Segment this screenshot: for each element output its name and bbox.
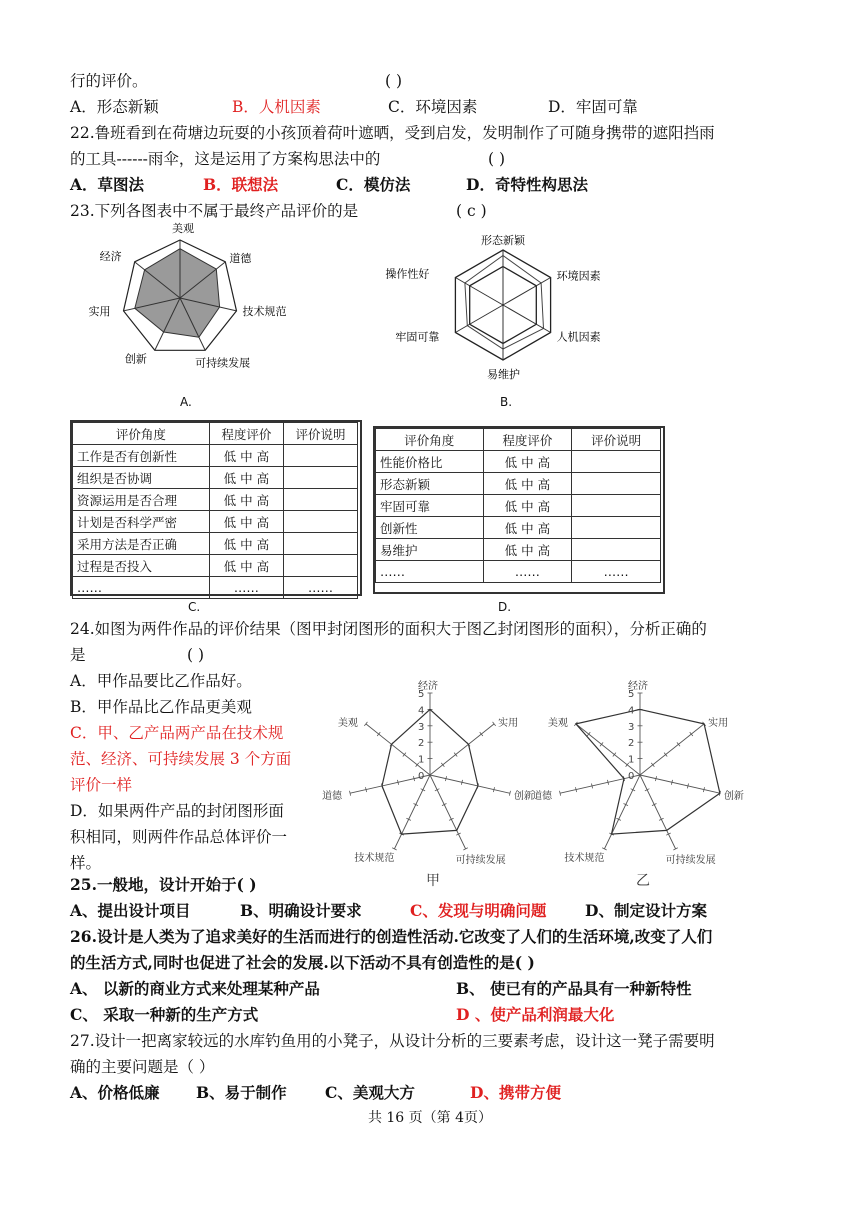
table-c-cell	[283, 511, 357, 533]
radar-tick-label: 1	[418, 754, 425, 766]
radar-b-label: 易维护	[487, 368, 520, 381]
radar-tick-label: 3	[628, 721, 635, 733]
radar-tick	[703, 787, 704, 792]
radar-tick	[591, 784, 592, 789]
table-d	[375, 428, 661, 583]
radar-a-label: 实用	[88, 304, 111, 318]
radar-axis-label: 实用	[498, 717, 519, 729]
q27-line2: 确的主要问题是（ ）	[70, 1058, 215, 1076]
table-d-header: 程度评价	[483, 429, 572, 451]
q24-option-d-line3: 样。	[70, 854, 102, 872]
radar-tick-label: 0	[418, 771, 425, 782]
radar-axis-label: 技术规范	[354, 852, 395, 864]
chart-a-caption: A.	[180, 395, 192, 409]
table-d-row	[376, 495, 661, 517]
table-c-row	[73, 533, 358, 555]
radar-tick-label: 3	[418, 721, 425, 733]
radar-b-label: 牢固可靠	[395, 330, 440, 344]
radar-axis-label: 道德	[322, 791, 343, 803]
radar-tick	[461, 780, 462, 785]
radar-spoke	[640, 775, 720, 793]
table-c-cell: 低 中 高	[209, 533, 283, 555]
radar-b-spoke	[455, 278, 503, 306]
table-c-header: 程度评价	[209, 423, 283, 445]
radar-axis-label: 可持续发展	[455, 854, 506, 866]
q22-option-b: B．联想法	[203, 175, 279, 194]
radar-chart-a	[88, 222, 310, 388]
q22-option-d: D．奇特性构思法	[466, 175, 588, 194]
radar-axis-label: 经济	[628, 681, 648, 692]
q27-option-b: B、易于制作	[196, 1083, 287, 1102]
radar-chart-yi	[532, 680, 755, 889]
q27-option-a: A、价格低廉	[70, 1083, 160, 1102]
q22-line1: 22.鲁班看到在荷塘边玩耍的小孩顶着荷叶遮晒，受到启发，发明制作了可随身携带的遮阳挡雨	[70, 124, 715, 142]
table-c-row	[73, 467, 358, 489]
table-d-row	[376, 451, 661, 473]
table-d-cell: 低 中 高	[483, 517, 572, 539]
table-d-header: 评价角度	[376, 429, 484, 451]
radar-tick	[493, 787, 494, 792]
table-c-header: 评价角度	[73, 423, 210, 445]
radar-a-shaded-area	[135, 249, 220, 338]
table-d-cell	[572, 451, 661, 473]
table-d-cell: 形态新颖	[376, 473, 484, 495]
q25-line: 25.一般地，设计开始于( )	[70, 875, 257, 894]
radar-chart-b	[385, 234, 610, 390]
table-c-cell	[283, 467, 357, 489]
table-c-caption: C.	[188, 600, 201, 614]
radar-axis-label: 创新	[723, 791, 744, 803]
radar-a-label: 创新	[124, 352, 147, 366]
table-d-cell: 牢固可靠	[376, 495, 484, 517]
table-d-cell: ……	[572, 561, 661, 583]
table-c-cell: 资源运用是否合理	[73, 489, 210, 511]
q25-option-d: D、制定设计方案	[585, 901, 707, 920]
table-d-caption: D.	[498, 600, 512, 614]
q25-option-c: C、发现与明确问题	[410, 901, 547, 920]
table-d-cell	[572, 517, 661, 539]
radar-spoke	[394, 775, 430, 849]
table-c-cell: 工作是否有创新性	[73, 445, 210, 467]
table-d-row	[376, 473, 661, 495]
radar-caption: 甲	[426, 873, 440, 889]
q23-answer-paren: ( c )	[456, 202, 487, 220]
q24-line2: 是	[70, 646, 86, 664]
radar-tick-label: 2	[628, 738, 635, 750]
table-c-cell: 采用方法是否正确	[73, 533, 210, 555]
q24-option-c-line3: 评价一样	[70, 776, 133, 794]
table-c-cell: 低 中 高	[209, 445, 283, 467]
table-c-cell: 过程是否投入	[73, 555, 210, 577]
radar-tick	[413, 776, 414, 781]
q22-option-a: A．草图法	[70, 175, 145, 194]
q21-option-a: A．形态新颖	[70, 98, 159, 116]
radar-tick-label: 5	[418, 689, 425, 700]
table-c-cell: ……	[209, 577, 283, 599]
radar-a-label: 技术规范	[242, 304, 287, 318]
table-c-cell: 低 中 高	[209, 489, 283, 511]
q21-text: 行的评价。	[70, 72, 148, 90]
radar-b-label: 形态新颖	[481, 234, 525, 247]
table-c-cell: 低 中 高	[209, 555, 283, 577]
radar-tick-label: 5	[628, 689, 635, 700]
table-c-cell	[283, 555, 357, 577]
table-d-cell: 低 中 高	[483, 539, 572, 561]
q24-option-d-line1: D．如果两件产品的封闭图形面	[70, 802, 284, 820]
radar-tick	[559, 791, 560, 796]
table-d-cell: 创新性	[376, 517, 484, 539]
radar-tick	[655, 776, 656, 781]
table-d-cell: 性能价格比	[376, 451, 484, 473]
radar-axis-label: 实用	[708, 717, 729, 729]
table-c-row	[73, 511, 358, 533]
radar-chart-jia	[322, 680, 540, 889]
table-d-row	[376, 517, 661, 539]
q24-option-c-line1: C．甲、乙产品两产品在技术规	[70, 724, 284, 742]
table-c-cell	[283, 489, 357, 511]
radar-axis-label: 美观	[337, 717, 358, 729]
table-d-cell	[572, 495, 661, 517]
q23-line: 23.下列各图表中不属于最终产品评价的是	[70, 202, 359, 220]
radar-tick	[365, 787, 366, 792]
radar-tick-label: 2	[418, 738, 425, 750]
q22-line2: 的工具------雨伞，这是运用了方案构思法中的	[70, 150, 381, 168]
table-d-cell: 易维护	[376, 539, 484, 561]
q21-answer-paren: ( )	[385, 72, 403, 90]
table-c-row	[73, 577, 358, 599]
table-c	[72, 422, 358, 599]
radar-tick-label: 4	[418, 705, 425, 717]
radar-b-label: 人机因素	[556, 330, 601, 344]
q26-line1: 26.设计是人类为了追求美好的生活而进行的创造性活动.它改变了人们的生活环境,改变了人们	[70, 927, 713, 946]
page-footer: 共 16 页（第 4页）	[367, 1110, 493, 1126]
radar-tick	[445, 776, 446, 781]
radar-spoke	[430, 775, 510, 793]
table-d-cell: 低 中 高	[483, 495, 572, 517]
q26-option-d: D 、使产品利润最大化	[456, 1005, 615, 1024]
table-c-row	[73, 555, 358, 577]
q21-option-c: C．环境因素	[388, 98, 478, 116]
radar-b-spoke	[455, 305, 503, 333]
radar-spoke	[640, 775, 676, 849]
table-c-cell: 低 中 高	[209, 511, 283, 533]
q27-option-c: C、美观大方	[325, 1083, 415, 1102]
q26-line2: 的生活方式,同时也促进了社会的发展.以下活动不具有创造性的是( )	[70, 953, 535, 972]
radar-tick	[575, 787, 576, 792]
table-d-header: 评价说明	[572, 429, 661, 451]
radar-tick-label: 0	[628, 771, 635, 782]
table-c-header: 评价说明	[283, 423, 357, 445]
q24-option-b: B．甲作品比乙作品更美观	[70, 698, 252, 716]
q22-answer-paren: ( )	[488, 150, 506, 168]
radar-b-label: 操作性好	[385, 267, 430, 281]
q24-answer-paren: ( )	[187, 646, 205, 664]
radar-a-label: 可持续发展	[195, 356, 251, 370]
table-d-row	[376, 539, 661, 561]
table-c-cell: 低 中 高	[209, 467, 283, 489]
q27-line1: 27.设计一把离家较远的水库钓鱼用的小凳子，从设计分析的三要素考虑，设计这一凳子需要明	[70, 1032, 715, 1050]
radar-axis-label: 美观	[547, 717, 568, 729]
table-c-cell	[283, 533, 357, 555]
table-c-row	[73, 445, 358, 467]
table-d-cell: ……	[483, 561, 572, 583]
radar-axis-label: 道德	[532, 791, 553, 803]
q21-option-d: D．牢固可靠	[548, 98, 638, 116]
radar-caption: 乙	[636, 873, 650, 889]
radar-tick	[607, 780, 608, 785]
radar-a-label: 道德	[229, 251, 252, 265]
radar-tick-label: 1	[628, 754, 635, 766]
table-c-cell: ……	[73, 577, 210, 599]
radar-a-label: 经济	[99, 249, 122, 263]
q22-option-c: C．模仿法	[336, 175, 411, 194]
table-d-cell	[572, 473, 661, 495]
table-c-row	[73, 489, 358, 511]
radar-tick	[397, 780, 398, 785]
radar-axis-label: 经济	[418, 681, 438, 692]
radar-axis-label: 技术规范	[564, 852, 605, 864]
radar-spoke	[430, 724, 494, 775]
table-c-cell: 计划是否科学严密	[73, 511, 210, 533]
table-c-cell	[283, 445, 357, 467]
radar-spoke	[640, 724, 704, 775]
table-d-cell: 低 中 高	[483, 451, 572, 473]
q24-option-d-line2: 积相同，则两件作品总体评价一	[70, 828, 288, 846]
chart-b-caption: B.	[500, 395, 513, 409]
radar-b-spoke	[503, 278, 551, 306]
q26-option-b: B、 使已有的产品具有一种新特性	[456, 979, 692, 998]
radar-tick	[687, 784, 688, 789]
radar-tick	[509, 791, 510, 796]
table-d-cell: 低 中 高	[483, 473, 572, 495]
radar-tick	[671, 780, 672, 785]
radar-b-series	[465, 256, 544, 350]
radar-tick-label: 4	[628, 705, 635, 717]
q25-option-a: A、提出设计项目	[70, 901, 191, 920]
radar-spoke	[430, 775, 466, 849]
table-d-cell	[572, 539, 661, 561]
table-c-cell: ……	[283, 577, 357, 599]
table-d-row	[376, 561, 661, 583]
q24-line1: 24.如图为两件作品的评价结果（图甲封闭图形的面积大于图乙封闭图形的面积），分析正确的	[70, 620, 707, 638]
radar-tick	[349, 791, 350, 796]
radar-axis-label: 创新	[513, 791, 534, 803]
q24-option-c-line2: 范、经济、可持续发展 3 个方面	[70, 750, 292, 768]
q26-option-a: A、 以新的商业方式来处理某种产品	[70, 979, 320, 998]
radar-axis-label: 可持续发展	[665, 854, 716, 866]
q26-option-c: C、 采取一种新的生产方式	[70, 1005, 259, 1024]
table-c-cell: 组织是否协调	[73, 467, 210, 489]
q21-option-b: B．人机因素	[232, 98, 321, 116]
radar-a-label: 美观	[172, 222, 194, 235]
q24-option-a: A．甲作品要比乙作品好。	[70, 672, 252, 690]
table-d-cell: ……	[376, 561, 484, 583]
q27-option-d: D、携带方便	[470, 1083, 561, 1102]
q25-option-b: B、明确设计要求	[240, 901, 362, 920]
radar-b-label: 环境因素	[556, 269, 601, 283]
